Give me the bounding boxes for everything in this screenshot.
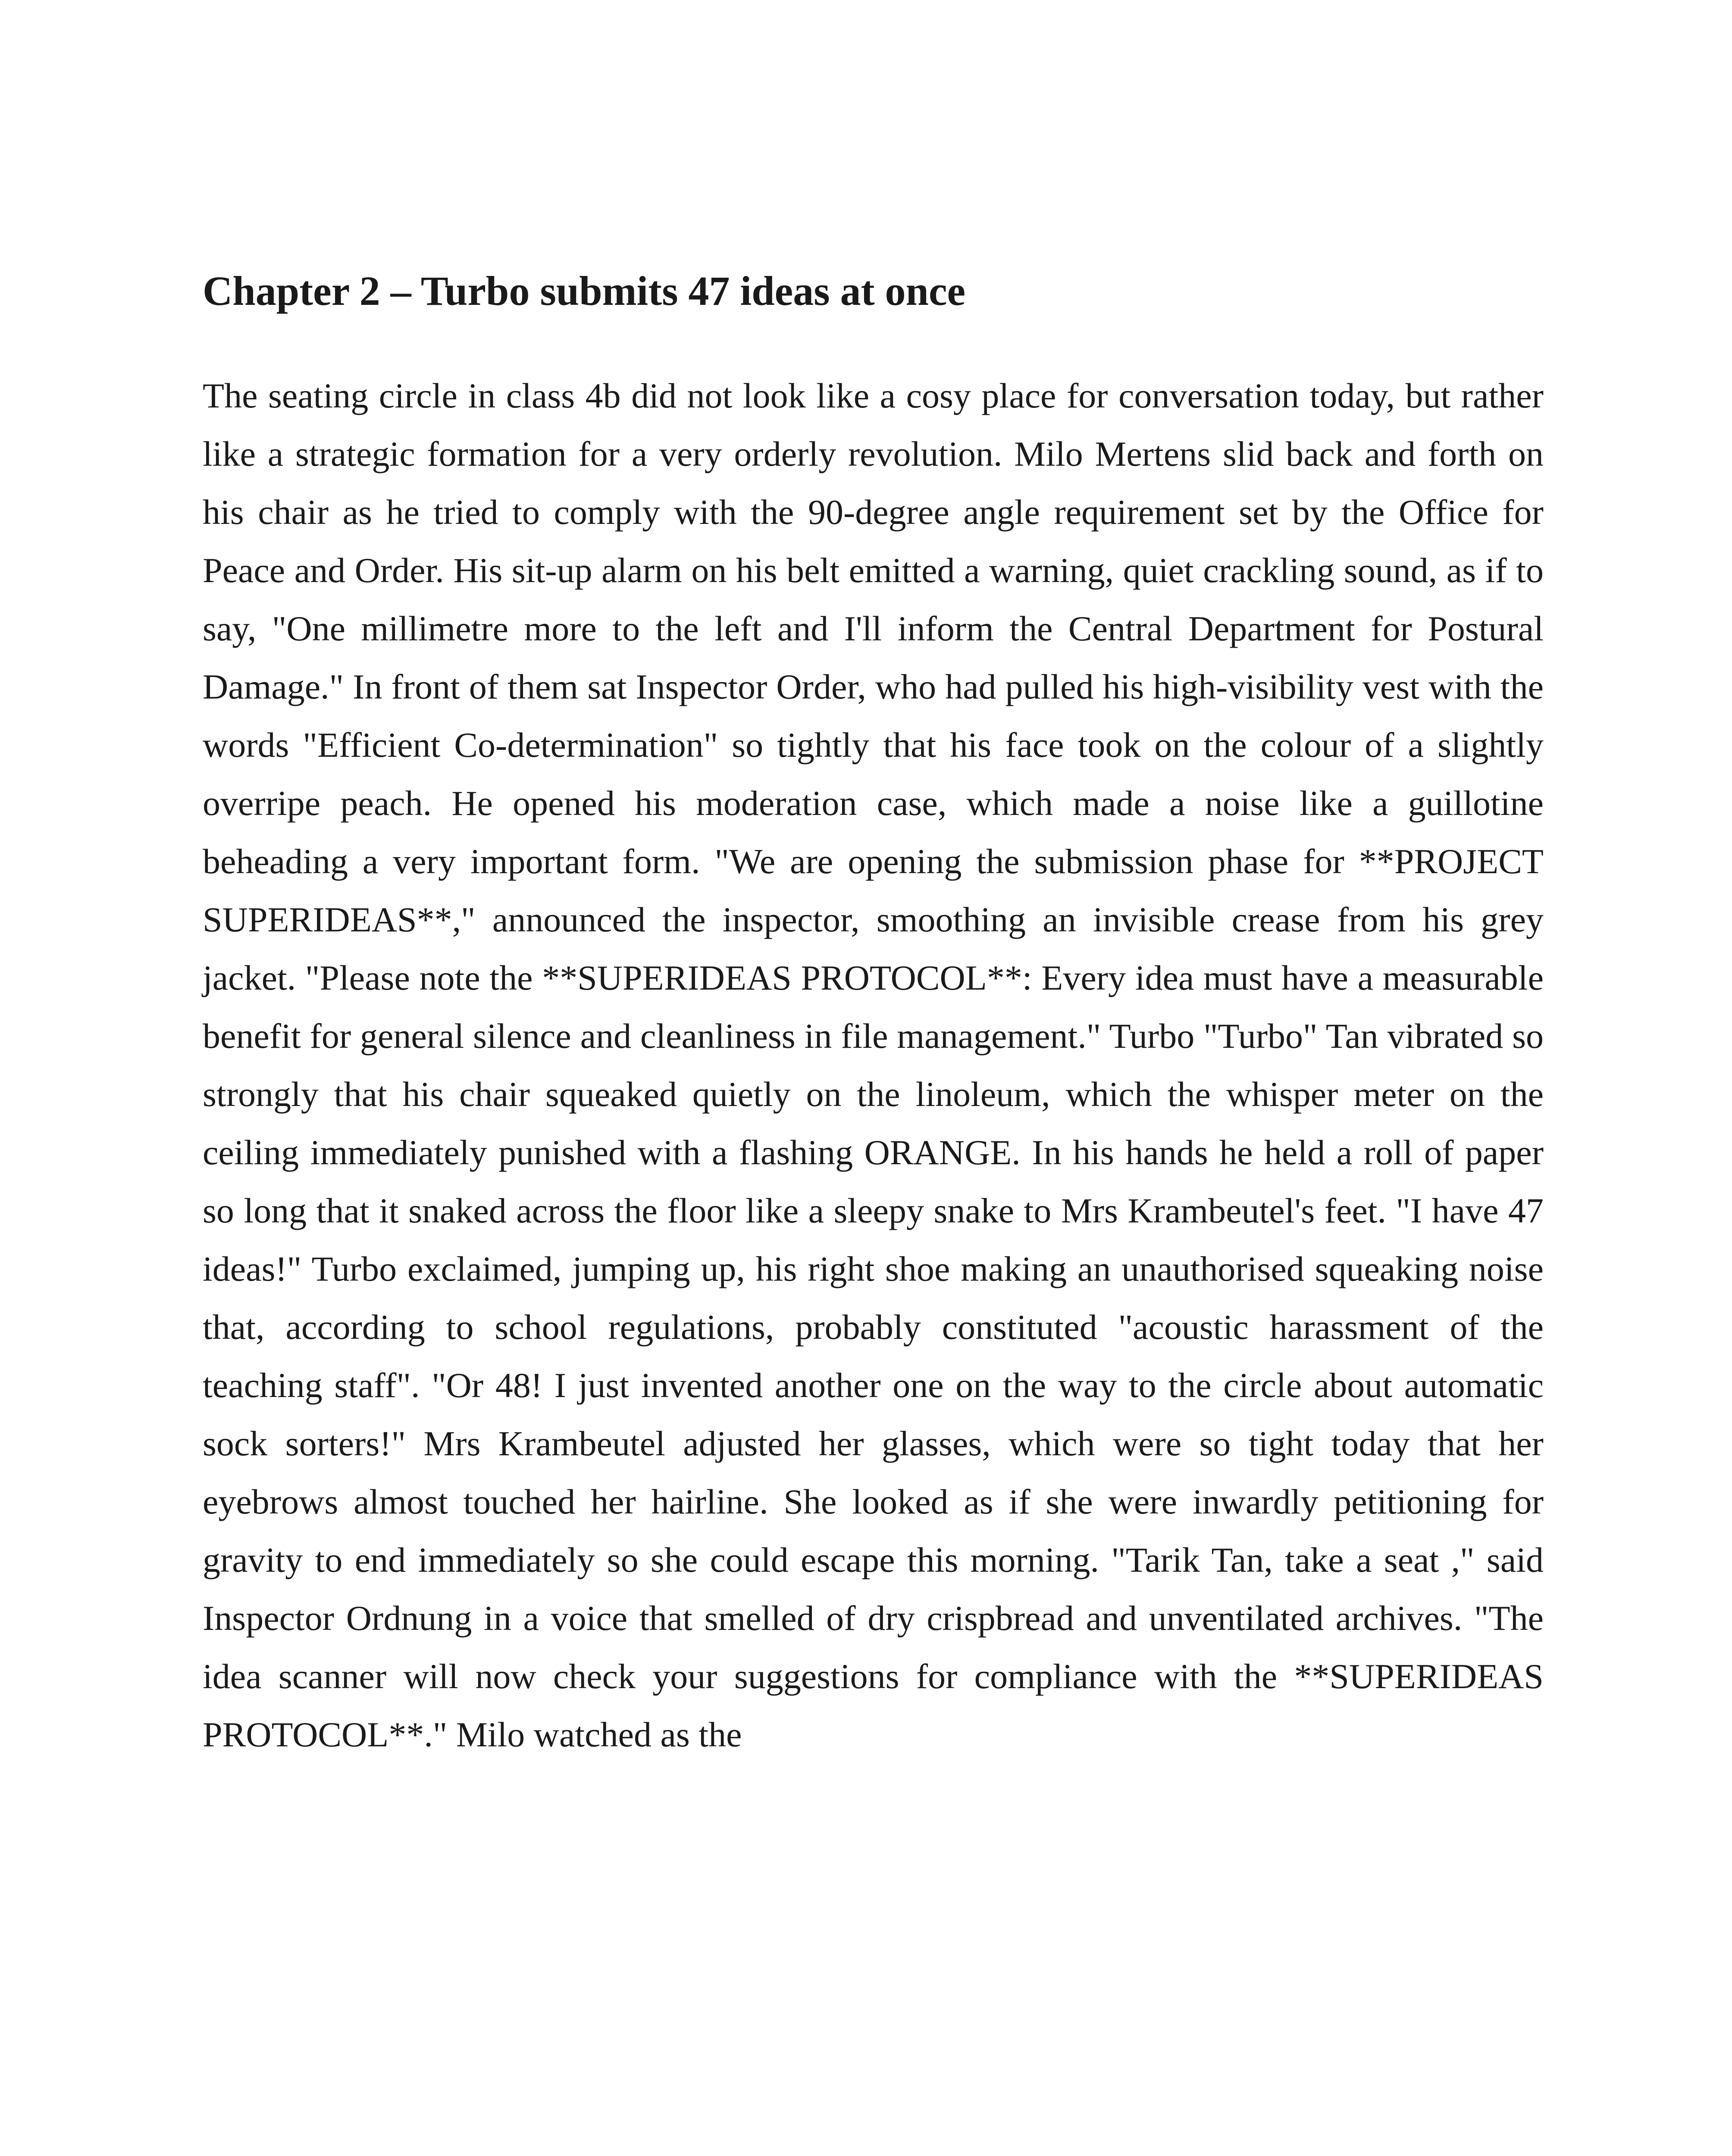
page-content [203, 265, 1544, 1764]
chapter-title: Chapter 2 – Turbo submits 47 ideas at once [203, 268, 966, 314]
body-paragraph: The seating circle in class 4b did not look like a cosy place for conversation today, but rather like a strategic formation for a very orderly revolution. Milo Mertens slid back and forth on his chair as he tried to comply with the 90-degree angle requirement set by the Office for Peace and Order. His sit-up alarm on his belt emitted a warning, quiet crackling sound, as if to say, "One millimetre more to the left and I'll inform the Central Department for Postural Damage." In front of them sat Inspector Order, who had pulled his high-visibility vest with the words "Efficient Co-determination" so tightly that his face took on the colour of a slightly overripe peach. He opened his moderation case, which made a noise like a guillotine beheading a very important form. "We are opening the submission phase for **PROJECT SUPERIDEAS**," announced the inspector, smoothing an invisible crease from his grey jacket. "Please note the **SUPERIDEAS PROTOCOL**: Every idea must have a measurable benefit for general silence and cleanliness in file management." Turbo "Turbo" Tan vibrated so strongly that his chair squeaked quietly on the linoleum, which the whisper meter on the ceiling immediately punished with a flashing ORANGE. In his hands he held a roll of paper so long that it snaked across the floor like a sleepy snake to Mrs Krambeutel's feet. "I have 47 ideas!" Turbo exclaimed, jumping up, his right shoe making an unauthorised squeaking noise that, according to school regulations, probably constituted "acoustic harassment of the teaching staff". "Or 48! I just invented another one on the way to the circle about automatic sock sorters!" Mrs Krambeutel adjusted her glasses, which were so tight today that her eyebrows almost touched her hairline. She looked as if she were inwardly petitioning for gravity to end immediately so she could escape this morning. "Tarik Tan, take a seat ," said Inspector Ordnung in a voice that smelled of dry crispbread and unventilated archives. "The idea scanner will now check your suggestions for compliance with the **SUPERIDEAS PROTOCOL**." Milo watched as the [203, 376, 1544, 1754]
